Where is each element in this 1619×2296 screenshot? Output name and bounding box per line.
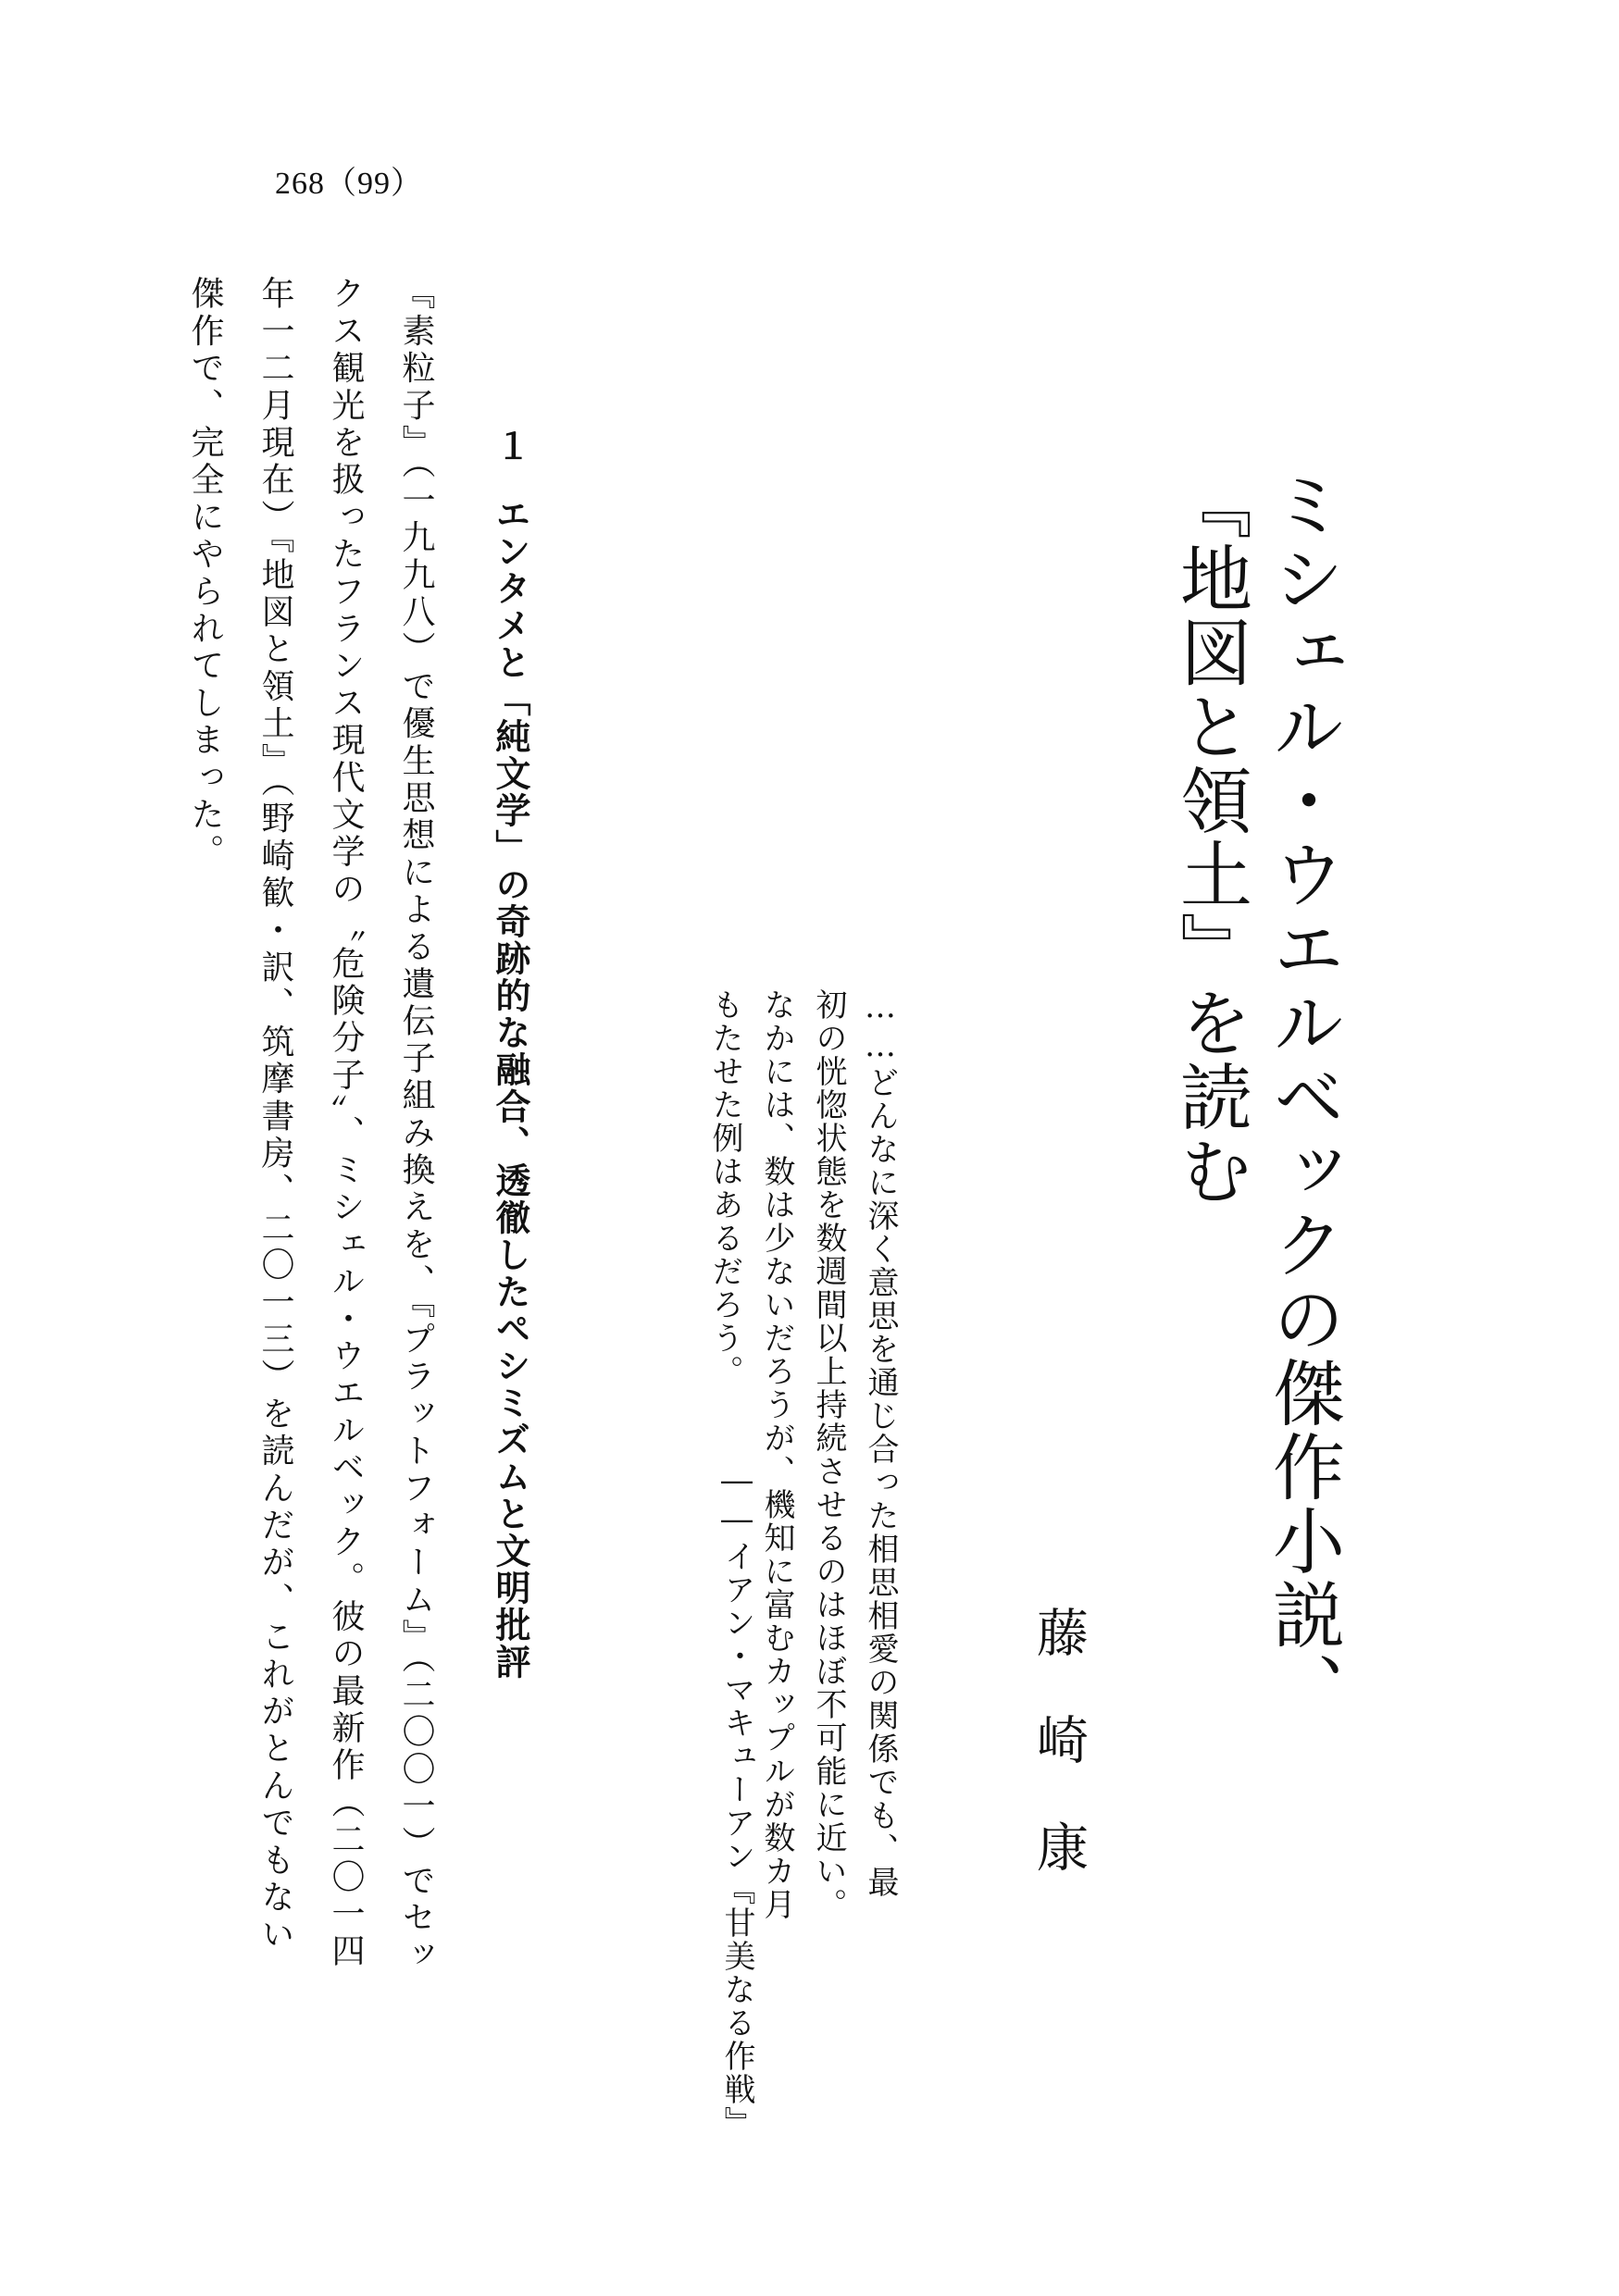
title-line-2: 『地図と領土』を読む <box>1168 467 1252 1208</box>
epigraph-quote: ……どんなに深く意思を通じ合った相思相愛の関係でも、最初の恍惚状態を数週間以上持続させるのはほぼ不可能に近い。なかには、数は少ないだろうが、機知に富むカップルが数カ月もたせた例はあるだろう。 <box>706 988 899 1921</box>
title-line-1: ミシェル・ウエルベックの傑作小説、 <box>1261 467 1344 1726</box>
author-name: 藤崎康 <box>1028 1606 1089 1928</box>
article-title <box>1154 467 1349 1726</box>
section-number: １ <box>490 428 530 463</box>
body-paragraph: 『素粒子』（一九九八）で優生思想による遺伝子組み換えを、『プラットフォーム』（二〇〇一）でセックス観光を扱ったフランス現代文学の〝危険分子〟、ミシェル・ウエルベック。彼の最新作（二〇一四年一二月現在）『地図と領土』（野崎歓・訳、筑摩書房、二〇一三）を読んだが、これがとんでもない傑作で、完全にやられてしまった。 <box>186 276 435 1975</box>
page-number: 268（99） <box>275 167 423 201</box>
section-heading: エンタメと「純文学」の奇跡的な融合、透徹したペシミズムと文明批評 <box>490 496 530 1681</box>
epigraph-source: ――イアン・マキューアン『甘美なる作戦』 <box>718 1462 755 2140</box>
